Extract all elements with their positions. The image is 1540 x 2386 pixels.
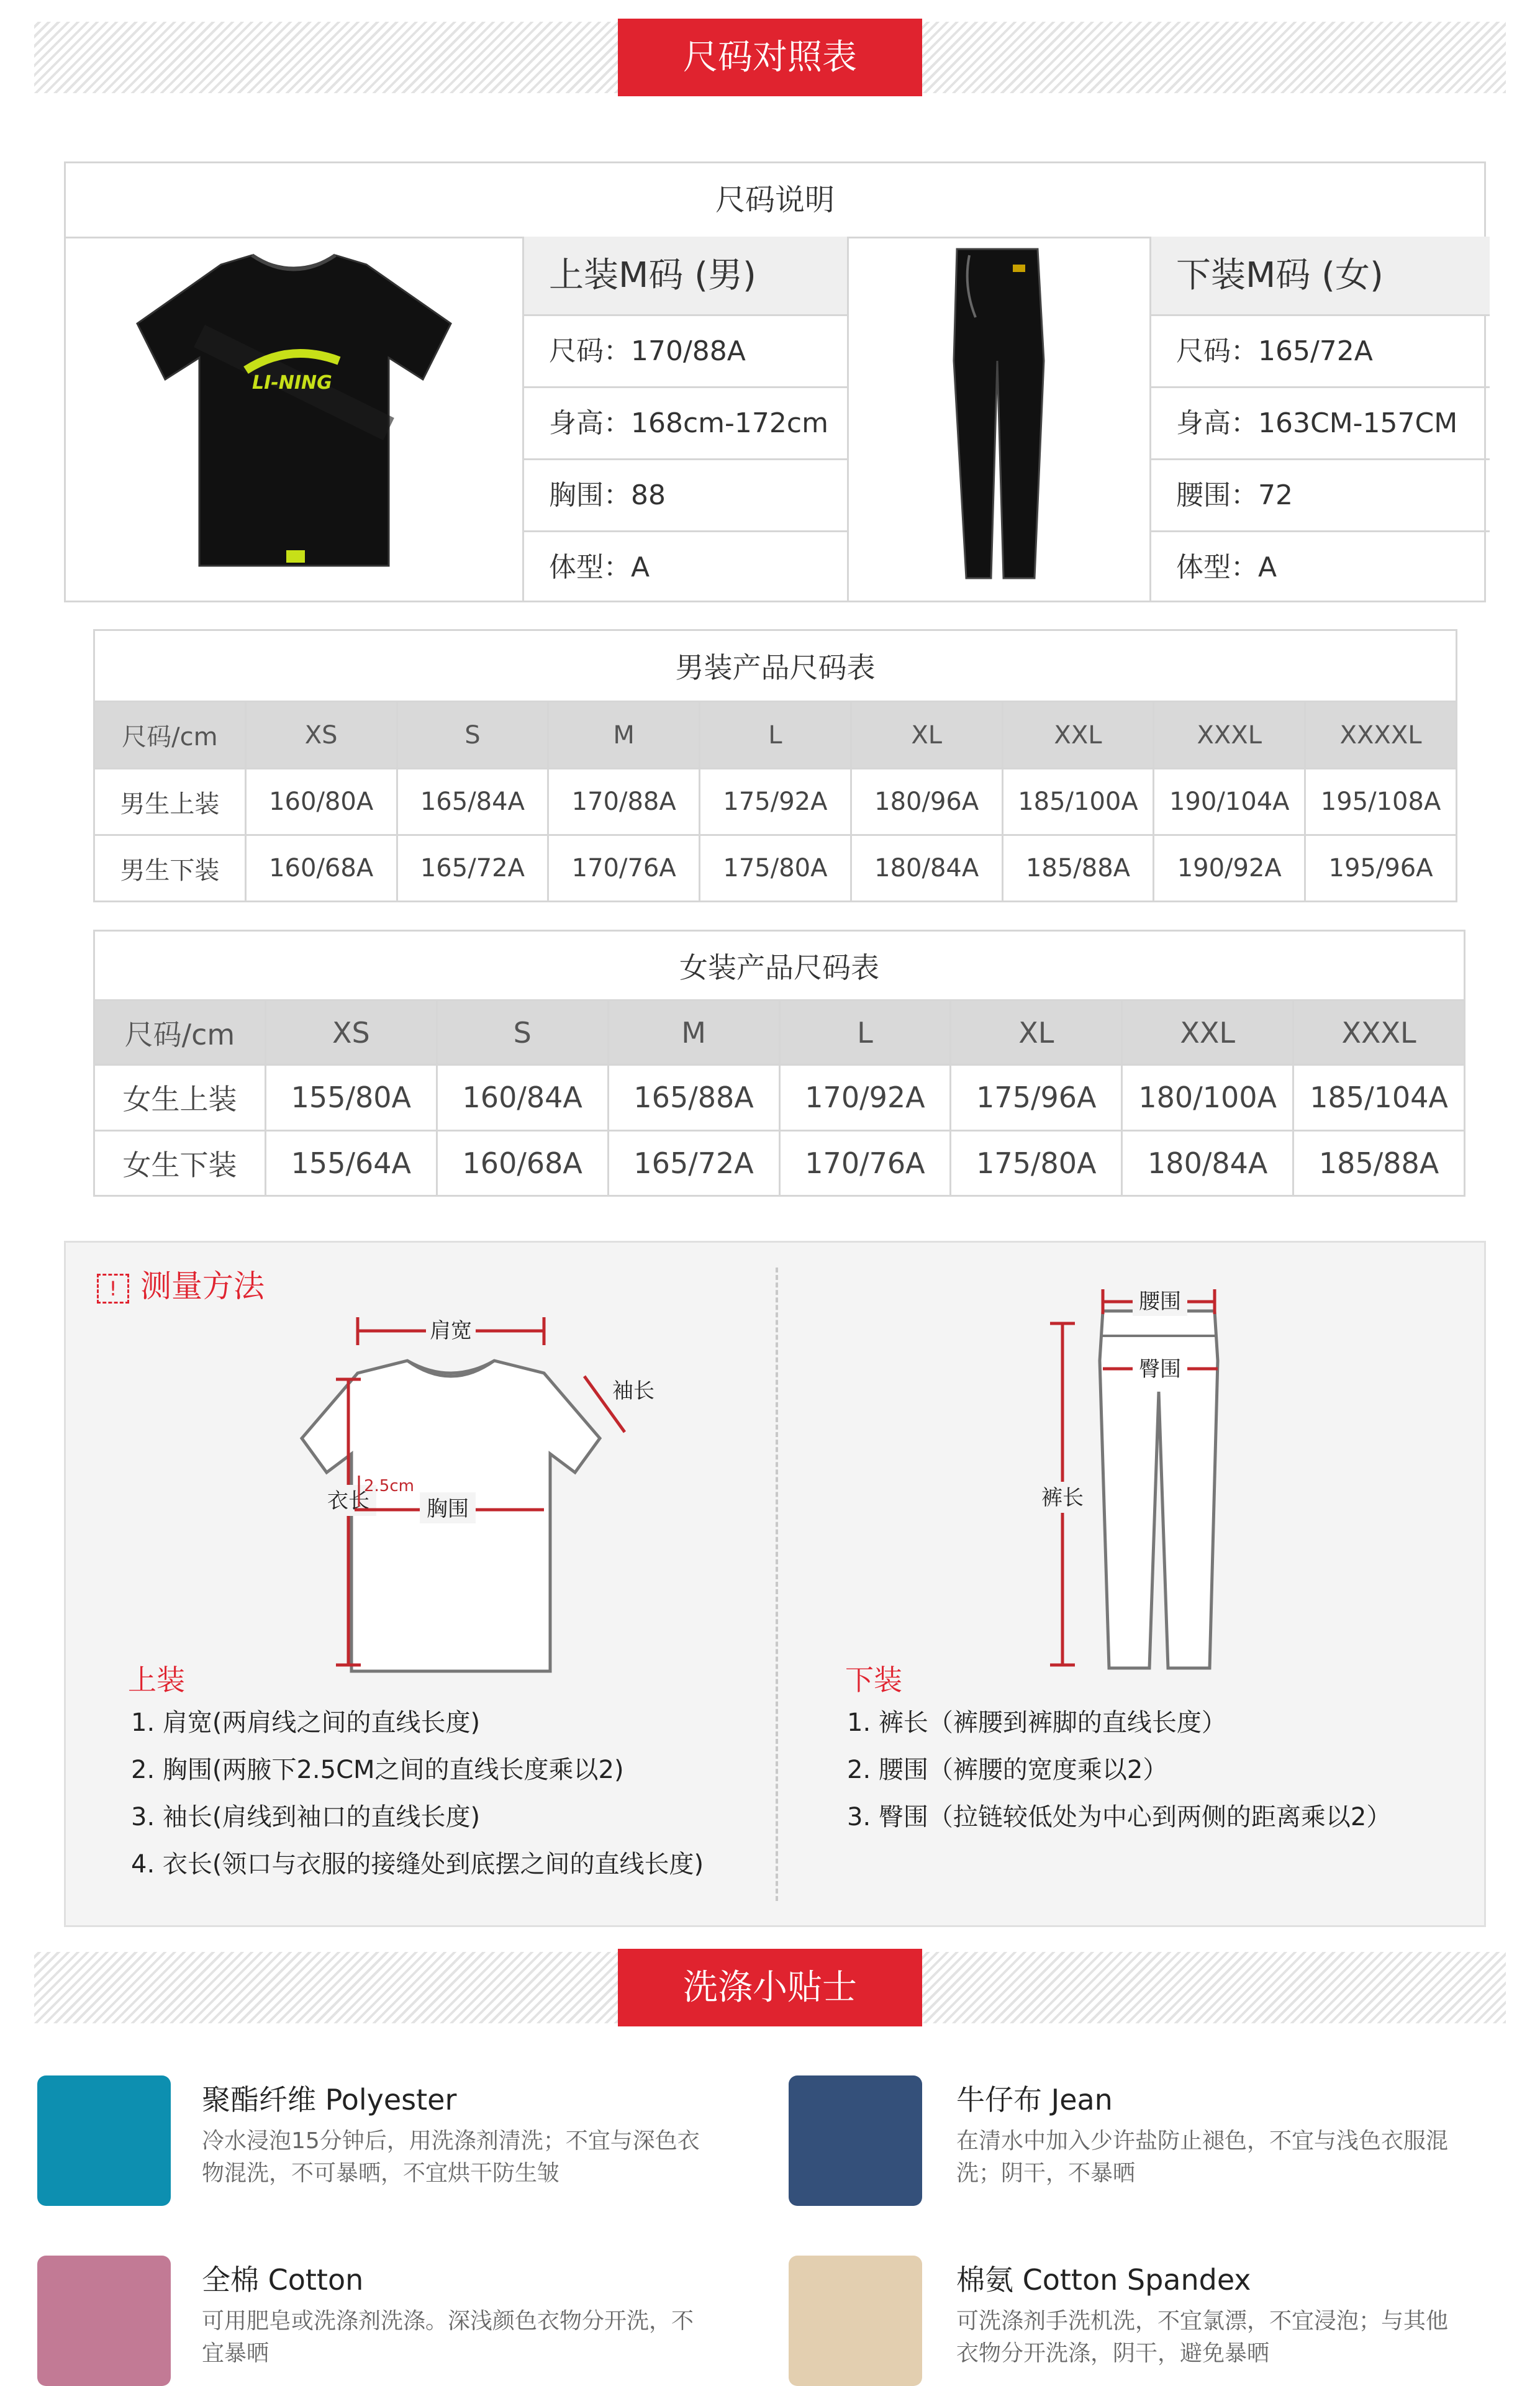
measure-divider — [776, 1268, 778, 1901]
table-cell: 男生上装 — [94, 769, 246, 835]
table-cell: 165/72A — [608, 1130, 779, 1196]
cotton-desc: 可用肥皂或洗涤剂洗涤。深浅颜色衣物分开洗，不宜暴晒 — [202, 2308, 694, 2366]
women-header-cell: XL — [951, 1000, 1122, 1065]
pants-icon — [845, 237, 1143, 602]
table-cell: 175/92A — [700, 769, 851, 835]
table-cell: 185/100A — [1002, 769, 1154, 835]
men-header-cell: XXXL — [1154, 702, 1305, 769]
size-info-title: 尺码说明 — [66, 163, 1484, 238]
men-header-cell: 尺码/cm — [94, 702, 246, 769]
table-cell: 165/88A — [608, 1065, 779, 1131]
table-cell: 175/96A — [951, 1065, 1122, 1131]
cotton-spandex-swatch — [789, 2256, 922, 2386]
bottom-spec-heading: 下装M码 (女) — [1151, 237, 1490, 316]
women-header-cell: S — [437, 1000, 608, 1065]
top-spec-row: 体型：A — [549, 551, 650, 583]
table-cell: 190/104A — [1154, 769, 1305, 835]
jean-swatch — [789, 2075, 922, 2206]
table-cell: 170/92A — [779, 1065, 951, 1131]
tshirt-logo-text: LI-NING — [252, 372, 332, 394]
table-cell: 165/72A — [397, 835, 548, 902]
table-cell: 175/80A — [700, 835, 851, 902]
table-cell: 170/88A — [548, 769, 700, 835]
table-row — [94, 769, 1457, 835]
table-cell: 160/68A — [437, 1130, 608, 1196]
table-cell: 女生上装 — [94, 1065, 266, 1131]
women-header-cell: L — [779, 1000, 951, 1065]
offset-label: 2.5cm — [364, 1477, 414, 1495]
bottom-spec-row: 尺码：165/72A — [1151, 316, 1490, 388]
list-item: 3. 臀围（拉链较低处为中心到两侧的距离乘以2） — [847, 1803, 1392, 1831]
table-row — [94, 835, 1457, 902]
table-cell: 170/76A — [548, 835, 700, 902]
bottom-spec-row: 体型：A — [1176, 551, 1277, 583]
cotton-spandex-name: 棉氨 Cotton Spandex — [956, 2263, 1251, 2297]
cotton-swatch — [37, 2256, 171, 2386]
table-cell: 160/80A — [245, 769, 397, 835]
bottom-measure-list — [847, 1699, 1391, 1841]
table-cell: 女生下装 — [94, 1130, 266, 1196]
tshirt-diagram — [227, 1299, 712, 1684]
top-spec — [522, 237, 849, 602]
women-header-cell: 尺码/cm — [94, 1000, 266, 1065]
hip-label: 臀围 — [1139, 1357, 1181, 1382]
table-cell: 180/84A — [851, 835, 1002, 902]
size-info-panel — [64, 161, 1486, 602]
list-item: 2. 胸围(两腋下2.5CM之间的直线长度乘以2) — [131, 1756, 624, 1784]
men-header-cell: L — [700, 702, 851, 769]
top-measure-heading: 上装 — [128, 1663, 185, 1697]
men-header-cell: XXL — [1002, 702, 1154, 769]
table-cell: 180/96A — [851, 769, 1002, 835]
list-item: 4. 衣长(领口与衣服的接缝处到底摆之间的直线长度) — [131, 1850, 704, 1879]
list-item: 1. 裤长（裤腰到裤脚的直线长度） — [847, 1708, 1226, 1737]
top-spec-row: 胸围：88 — [524, 460, 847, 532]
table-cell: 155/80A — [265, 1065, 437, 1131]
table-cell: 155/64A — [265, 1130, 437, 1196]
women-size-table — [93, 930, 1465, 1197]
table-cell: 180/84A — [1122, 1130, 1293, 1196]
cotton-spandex-desc: 可洗涤剂手洗机洗，不宜氯漂，不宜浸泡；与其他衣物分开洗涤，阴干，避免暴晒 — [956, 2308, 1449, 2366]
women-header-cell: XS — [265, 1000, 437, 1065]
alert-icon: ! — [97, 1274, 129, 1304]
women-table-title: 女装产品尺码表 — [94, 931, 1465, 1000]
table-cell: 160/84A — [437, 1065, 608, 1131]
table-cell: 165/84A — [397, 769, 548, 835]
size-chart-banner-label: 尺码对照表 — [618, 19, 922, 96]
table-cell: 190/92A — [1154, 835, 1305, 902]
sleeve-label: 袖长 — [612, 1379, 654, 1404]
bottom-spec — [1149, 237, 1490, 602]
polyester-name: 聚酯纤维 Polyester — [202, 2083, 457, 2116]
list-item: 3. 袖长(肩线到袖口的直线长度) — [131, 1803, 481, 1831]
table-cell: 180/100A — [1122, 1065, 1293, 1131]
men-table-title: 男装产品尺码表 — [94, 630, 1457, 702]
pants-diagram — [1016, 1286, 1277, 1677]
men-size-table — [93, 629, 1457, 902]
cotton-name: 全棉 Cotton — [202, 2263, 364, 2297]
top-spec-row: 身高：168cm-172cm — [524, 388, 847, 460]
chest-label: 胸围 — [427, 1497, 469, 1522]
waist-label: 腰围 — [1139, 1289, 1181, 1314]
men-header-cell: XXXXL — [1305, 702, 1457, 769]
measure-panel — [64, 1241, 1486, 1927]
measure-title-text: 测量方法 — [140, 1268, 265, 1304]
wash-tips-banner-label: 洗涤小贴士 — [618, 1949, 922, 2026]
wash-tips-banner — [34, 1952, 1506, 2023]
polyester-swatch — [37, 2075, 171, 2206]
table-cell: 160/68A — [245, 835, 397, 902]
polyester-desc: 冷水浸泡15分钟后，用洗涤剂清洗；不宜与深色衣物混洗，不可暴晒，不宜烘干防生皱 — [202, 2128, 700, 2186]
jean-name: 牛仔布 Jean — [956, 2083, 1113, 2116]
table-row — [94, 1130, 1465, 1196]
list-item: 1. 肩宽(两肩线之间的直线长度) — [131, 1708, 481, 1737]
shoulder-label: 肩宽 — [430, 1318, 472, 1343]
table-cell: 170/76A — [779, 1130, 951, 1196]
women-header-cell: XXXL — [1293, 1000, 1465, 1065]
tshirt-icon — [66, 237, 522, 602]
length-label: 衣长 — [327, 1489, 369, 1513]
men-header-cell: M — [548, 702, 700, 769]
top-spec-heading: 上装M码 (男) — [524, 237, 847, 316]
tshirt-image — [66, 237, 522, 602]
pants-image — [845, 237, 1143, 602]
top-spec-row: 尺码：170/88A — [524, 316, 847, 388]
men-header-cell: XL — [851, 702, 1002, 769]
table-cell: 195/96A — [1305, 835, 1457, 902]
women-header-cell: XXL — [1122, 1000, 1293, 1065]
top-measure-list — [131, 1699, 704, 1888]
list-item: 2. 腰围（裤腰的宽度乘以2） — [847, 1756, 1168, 1784]
bottom-spec-row: 腰围：72 — [1151, 460, 1490, 532]
table-cell: 195/108A — [1305, 769, 1457, 835]
men-header-cell: S — [397, 702, 548, 769]
table-cell: 男生下装 — [94, 835, 246, 902]
size-chart-banner — [34, 22, 1506, 93]
bottom-measure-heading: 下装 — [845, 1663, 902, 1697]
pants-length-label: 裤长 — [1041, 1486, 1084, 1510]
men-header-cell: XS — [245, 702, 397, 769]
table-cell: 185/104A — [1293, 1065, 1465, 1131]
table-cell: 185/88A — [1002, 835, 1154, 902]
table-cell: 185/88A — [1293, 1130, 1465, 1196]
women-header-cell: M — [608, 1000, 779, 1065]
jean-desc: 在清水中加入少许盐防止褪色，不宜与浅色衣服混洗；阴干，不暴晒 — [956, 2128, 1449, 2186]
table-cell: 175/80A — [951, 1130, 1122, 1196]
table-row — [94, 1065, 1465, 1131]
bottom-spec-row: 身高：163CM-157CM — [1151, 388, 1490, 460]
